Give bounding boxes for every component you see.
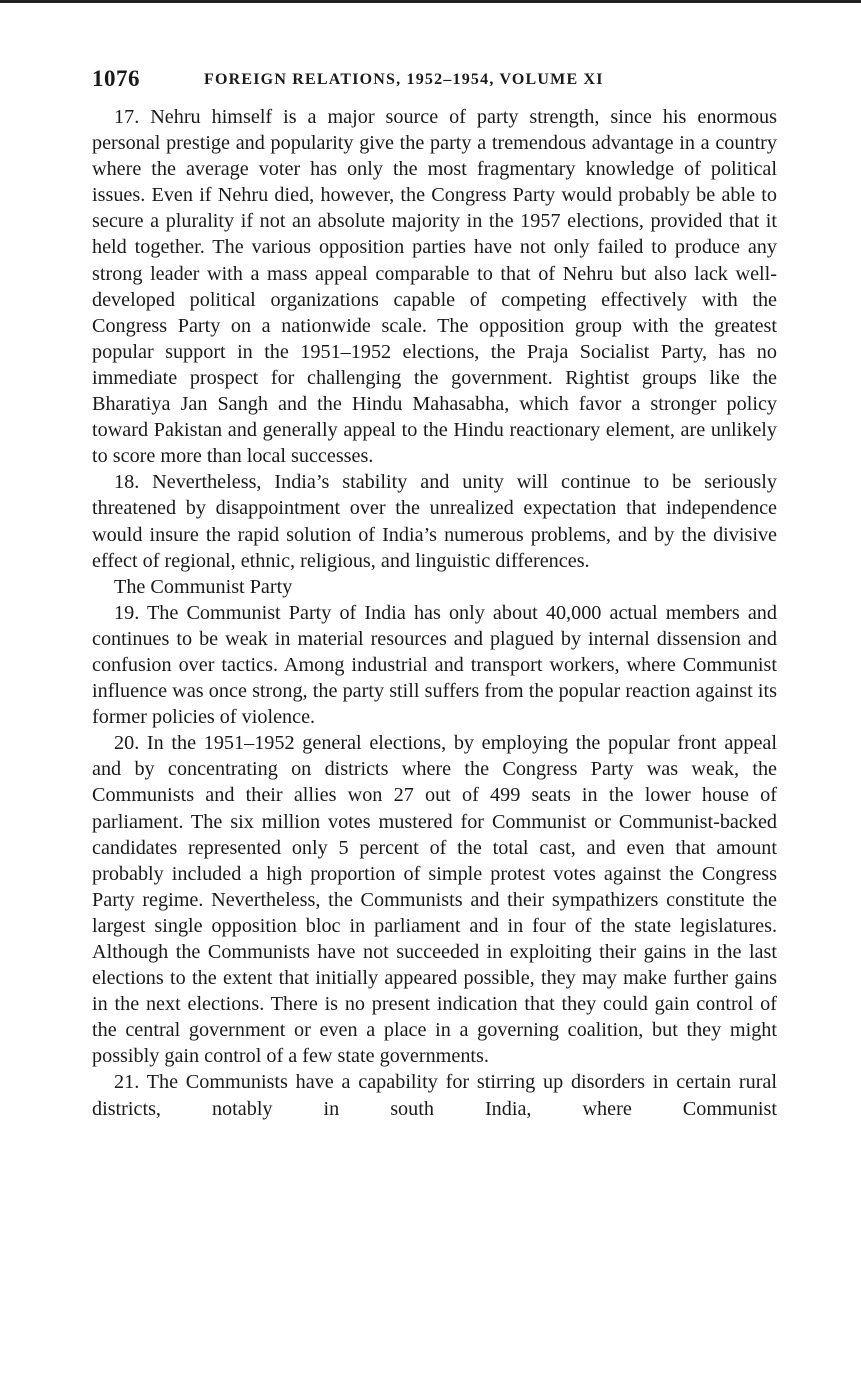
paragraph-18: 18. Nevertheless, India’s stability and unity will continue to be seriously threatened by disappointment over the unrealized expectation that independence would insure the rapid solution of India’s numerous problems, and by the divisive effect of regional, ethnic, religious, and linguistic differences. (92, 471, 777, 572)
paragraph-21: 21. The Communists have a capability for stirring up disorders in certain rural districts, notably in south India, where Communist (92, 1071, 777, 1120)
running-title: FOREIGN RELATIONS, 1952–1954, VOLUME XI (204, 71, 604, 88)
paragraph-20: 20. In the 1951–1952 general elections, by employing the popular front appeal and by concentrating on districts where the Congress Party was weak, the Communists and their allies won 27 out of 499 seats in the lower house of parliament. The six million votes mustered for Communist or Communist-backed candidates represented only 5 percent of the total cast, and even that amount probably included a high proportion of simple protest votes against the Congress Party regime. Nevertheless, the Communists and their sympathizers constitute the largest single opposition bloc in parliament and in four of the state legislatures. Although the Communists have not succeeded in exploiting their gains in the last elections to the extent that initially appeared possible, they may make further gains in the next elections. There is no present indication that they could gain control of the central government or even a place in a governing coalition, but they might possibly gain control of a few state governments. (92, 732, 777, 1068)
paragraph-17: 17. Nehru himself is a major source of party strength, since his enormous personal prestige and popularity give the party a tremendous advantage in a country where the average voter has only the most fragmentary knowledge of political issues. Even if Nehru died, however, the Congress Party would probably be able to secure a plurality if not an absolute majority in the 1957 elections, provided that it held together. The various opposition parties have not only failed to produce any strong leader with a mass appeal comparable to that of Nehru but also lack well-developed political organizations capable of competing effectively with the Congress Party on a nationwide scale. The opposition group with the greatest popular support in the 1951–1952 elections, the Praja Socialist Party, has no immediate prospect for challenging the government. Rightist groups like the Bharatiya Jan Sangh and the Hindu Mahasabha, which favor a stronger policy toward Pakistan and generally appeal to the Hindu reactionary element, are unlikely to score more than local successes. (92, 106, 777, 468)
section-heading-communist-party: The Communist Party (114, 575, 293, 598)
top-border-rule (0, 0, 861, 3)
page-number: 1076 (92, 66, 140, 91)
paragraph-19: 19. The Communist Party of India has only about 40,000 actual members and continues to be weak in material resources and plagued by internal dissension and confusion over tactics. Among industrial and transport workers, where Communist influence was once strong, the party still suffers from the popular reaction against its former policies of violence. (92, 601, 777, 729)
document-page (92, 60, 777, 1122)
running-head (92, 60, 777, 104)
